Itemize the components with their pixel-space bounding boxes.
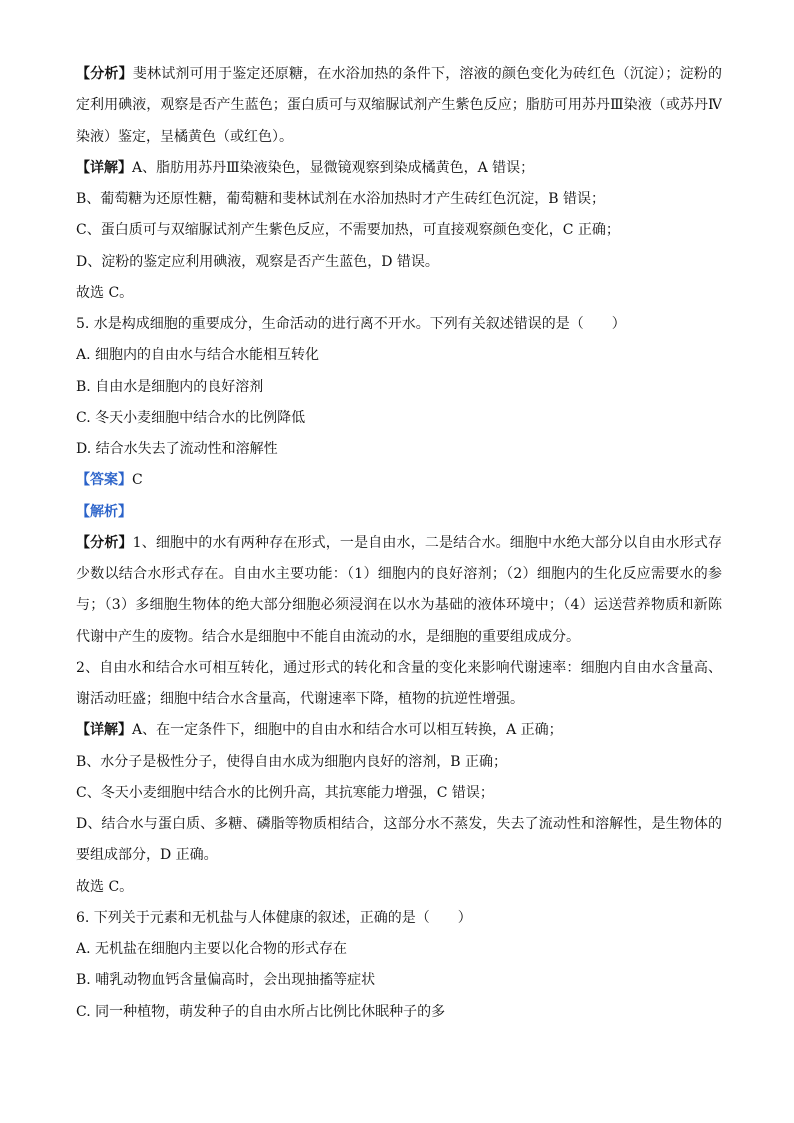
detail-label: 【详解】: [76, 722, 132, 739]
q4-analysis-line: [76, 122, 722, 153]
q5-analysis-line: [76, 528, 722, 559]
q4-conclusion: 故选 C。: [76, 284, 134, 301]
analysis-text: 染液）鉴定，呈橘黄色（或红色）。: [76, 128, 293, 145]
detail-item-d: D、结合水与蛋白质、多糖、磷脂等物质相结合，这部分水不蒸发，失去了流动性和溶解性，是生物体的: [76, 816, 722, 832]
analysis-text: 1、细胞中的水有两种存在形式，一是自由水，二是结合水。细胞中水绝大部分以自由水形式存: [132, 534, 722, 551]
q4-detail-line: [76, 215, 722, 246]
detail-item-a: A、脂肪用苏丹Ⅲ染液染色，显微镜观察到染成橘黄色，A 错误；: [132, 159, 535, 176]
detail-item-d: D、淀粉的鉴定应利用碘液，观察是否产生蓝色，D 错误。: [76, 253, 439, 270]
q5-analysis-line: [76, 684, 722, 715]
q5-conclusion: 故选 C。: [76, 878, 134, 895]
detail-item-b: B、水分子是极性分子，使得自由水成为细胞内良好的溶剂，B 正确；: [76, 753, 508, 770]
q6-option-b: B. 哺乳动物血钙含量偏高时，会出现抽搐等症状: [76, 972, 376, 989]
answer-value: C: [132, 472, 143, 489]
q5-stem: 5. 水是构成细胞的重要成分，生命活动的进行离不开水。下列有关叙述错误的是（ ）: [76, 316, 626, 332]
q4-detail-line: [76, 153, 722, 184]
analysis-label: 【分析】: [76, 534, 133, 551]
answer-label: 【答案】: [76, 472, 132, 489]
q4-analysis-line: [76, 90, 722, 121]
q5-detail-line: [76, 747, 722, 778]
analysis-text: 谢活动旺盛；细胞中结合水含量高，代谢速率下降，植物的抗逆性增强。: [76, 691, 524, 707]
analysis-text: 2、自由水和结合水可相互转化，通过形式的转化和含量的变化来影响代谢速率：细胞内自由水含量高、: [76, 659, 722, 676]
analysis-text: 斐林试剂可用于鉴定还原糖，在水浴加热的条件下，溶液的颜色变化为砖红色（沉淀）；淀粉的: [132, 66, 722, 82]
detail-item-a: A、在一定条件下，细胞中的自由水和结合水可以相互转换，A 正确；: [132, 722, 563, 739]
q6-option-c: C. 同一种植物，萌发种子的自由水所占比例比休眠种子的多: [76, 1003, 446, 1020]
q4-detail-line: [76, 247, 722, 278]
analysis-text: 定利用碘液，观察是否产生蓝色；蛋白质可与双缩脲试剂产生紫色反应；脂肪可用苏丹Ⅲ染液（或苏丹Ⅳ: [76, 97, 722, 114]
q4-detail-line: [76, 184, 722, 215]
q5-explanation-heading: [76, 497, 722, 528]
q5-detail-line: [76, 778, 722, 809]
q4-analysis-line: [76, 59, 722, 90]
q5-option-a: A. 细胞内的自由水与结合水能相互转化: [76, 347, 320, 364]
q5-analysis-line: [76, 622, 722, 653]
analysis-text: 少数以结合水形式存在。自由水主要功能：（1）细胞内的良好溶剂；（2）细胞内的生化反应需要水的参: [76, 566, 722, 582]
q5-detail-line: [76, 715, 722, 746]
q5-answer: [76, 465, 722, 496]
detail-item-c: C、冬天小麦细胞中结合水的比例升高，其抗寒能力增强，C 错误；: [76, 784, 494, 801]
explanation-label: 【解析】: [76, 503, 132, 520]
q5-detail-line: [76, 809, 722, 840]
detail-item-d-cont: 要组成部分，D 正确。: [76, 847, 218, 864]
q5-option-d: D. 结合水失去了流动性和溶解性: [76, 441, 278, 457]
detail-item-c: C、蛋白质可与双缩脲试剂产生紫色反应，不需要加热，可直接观察颜色变化，C 正确；: [76, 222, 620, 239]
q6-option-a: A. 无机盐在细胞内主要以化合物的形式存在: [76, 941, 348, 957]
q5-analysis-line: [76, 590, 722, 621]
analysis-text: 代谢中产生的废物。结合水是细胞中不能自由流动的水，是细胞的重要组成成分。: [76, 628, 580, 645]
q6-stem: 6. 下列关于元素和无机盐与人体健康的叙述，正确的是（ ）: [76, 909, 472, 926]
q5-detail-line: [76, 840, 722, 871]
analysis-text: 与；（3）多细胞生物体的绝大部分细胞必须浸润在以水为基础的液体环境中；（4）运送营养物质和新陈: [76, 597, 722, 614]
detail-label: 【详解】: [76, 159, 132, 176]
analysis-label: 【分析】: [76, 66, 133, 82]
q5-option-c: C. 冬天小麦细胞中结合水的比例降低: [76, 409, 306, 426]
q5-analysis-line: [76, 653, 722, 684]
document-page: [76, 59, 722, 1028]
q5-analysis-line: [76, 559, 722, 590]
detail-item-b: B、葡萄糖为还原性糖，葡萄糖和斐林试剂在水浴加热时才产生砖红色沉淀，B 错误；: [76, 191, 606, 207]
q5-option-b: B. 自由水是细胞内的良好溶剂: [76, 378, 264, 395]
